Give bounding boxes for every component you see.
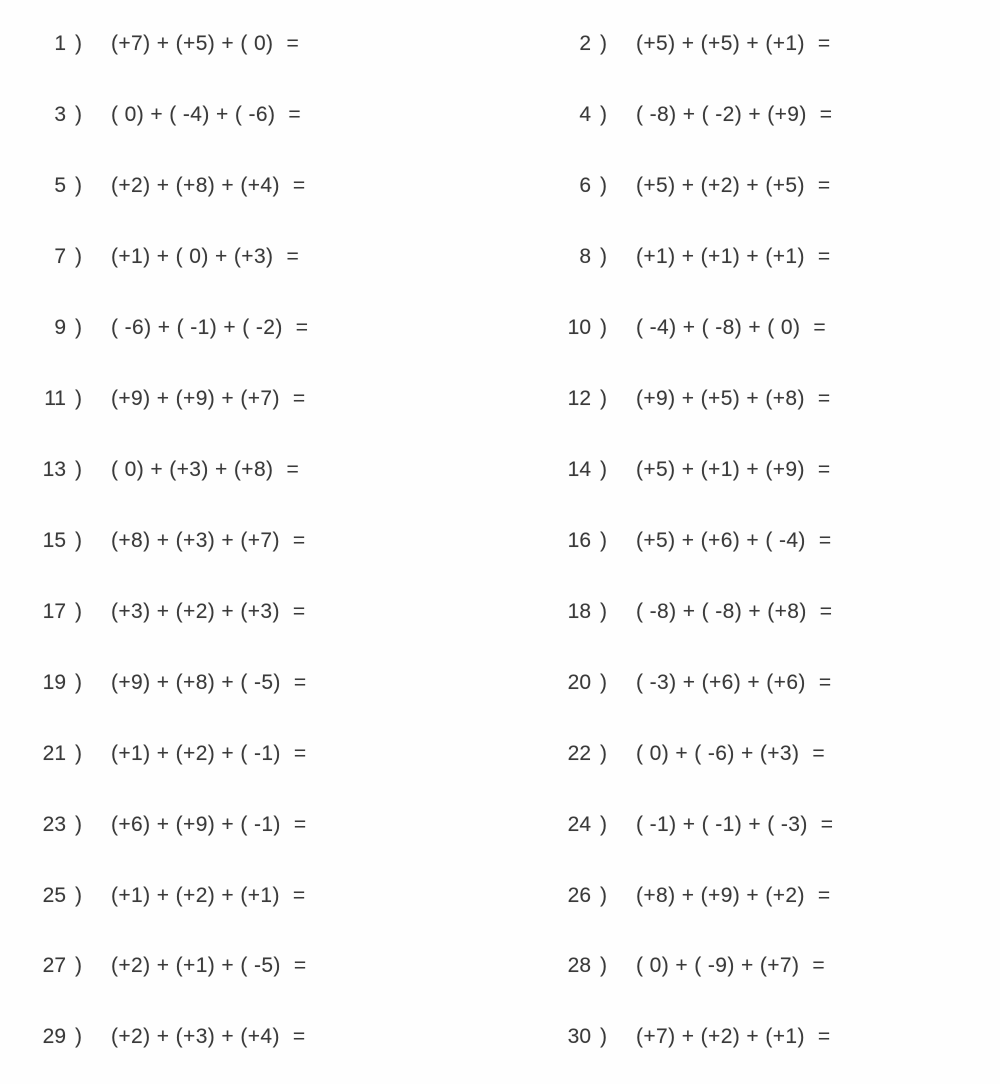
problem-number: 17 <box>42 599 66 623</box>
problem-number: 8 <box>579 245 591 269</box>
problem-number: 23 <box>42 812 66 836</box>
problem-number-paren: ) <box>75 103 82 127</box>
equals-sign: = <box>286 32 299 56</box>
problem-expression: ( -8) + ( -2) + (+9) <box>636 103 807 127</box>
equals-sign: = <box>292 883 306 907</box>
problem-number-paren: ) <box>600 457 607 481</box>
problem-expression: (+5) + (+5) + (+1) <box>636 32 805 56</box>
equals-sign: = <box>817 174 831 198</box>
problem-number-paren: ) <box>75 245 82 269</box>
problem-row <box>26 718 308 789</box>
problem-number: 29 <box>42 1025 66 1049</box>
problem-expression: ( -8) + ( -8) + (+8) <box>636 599 807 623</box>
problem-number: 24 <box>567 812 591 836</box>
equals-sign: = <box>292 174 306 198</box>
equals-sign: = <box>812 741 825 765</box>
problem-row <box>26 9 308 80</box>
problem-row <box>551 435 833 506</box>
problem-expression: (+2) + (+8) + (+4) <box>111 174 280 198</box>
problem-number: 6 <box>579 174 591 198</box>
equals-sign: = <box>817 1025 831 1049</box>
problem-row <box>551 9 833 80</box>
problem-row <box>551 505 833 576</box>
problem-expression: (+8) + (+3) + (+7) <box>111 528 280 552</box>
problem-number-paren: ) <box>75 1025 82 1049</box>
problem-number: 3 <box>54 103 66 127</box>
problem-number: 27 <box>42 954 66 978</box>
problem-number-paren: ) <box>600 883 607 907</box>
problem-expression: ( 0) + (+3) + (+8) <box>111 457 274 481</box>
problem-expression: (+5) + (+1) + (+9) <box>636 457 805 481</box>
equals-sign: = <box>819 103 833 127</box>
problem-row <box>26 435 308 506</box>
problem-expression: (+5) + (+2) + (+5) <box>636 174 805 198</box>
equals-sign: = <box>288 103 301 127</box>
problem-row <box>26 293 308 364</box>
problem-number-paren: ) <box>75 316 82 340</box>
problem-number-paren: ) <box>600 103 607 127</box>
problem-number-paren: ) <box>600 316 607 340</box>
equals-sign: = <box>813 316 826 340</box>
problem-row <box>26 1002 308 1073</box>
equals-sign: = <box>292 528 306 552</box>
problem-number-paren: ) <box>600 387 607 411</box>
problem-row <box>551 931 833 1002</box>
problem-number: 19 <box>42 670 66 694</box>
problem-row <box>26 151 308 222</box>
problem-expression: (+7) + (+2) + (+1) <box>636 1025 805 1049</box>
equals-sign: = <box>292 1025 306 1049</box>
problem-expression: (+1) + (+2) + ( -1) <box>111 741 281 765</box>
problem-expression: (+5) + (+6) + ( -4) <box>636 528 806 552</box>
problem-number: 13 <box>42 457 66 481</box>
problem-number: 5 <box>54 174 66 198</box>
equals-sign: = <box>286 457 299 481</box>
equals-sign: = <box>292 387 306 411</box>
problem-number: 28 <box>567 954 591 978</box>
problem-row <box>551 80 833 151</box>
problem-expression: ( -1) + ( -1) + ( -3) <box>636 812 808 836</box>
problem-number-paren: ) <box>75 32 82 56</box>
problem-number: 25 <box>42 883 66 907</box>
problem-number: 26 <box>567 883 591 907</box>
problem-expression: (+1) + (+1) + (+1) <box>636 245 805 269</box>
problem-number: 11 <box>44 387 66 411</box>
problems-column-right <box>551 9 833 1073</box>
problem-expression: (+8) + (+9) + (+2) <box>636 883 805 907</box>
problem-number-paren: ) <box>600 528 607 552</box>
problems-column-left <box>26 9 308 1073</box>
problem-number: 14 <box>567 457 591 481</box>
problem-row <box>551 576 833 647</box>
problem-number: 22 <box>567 741 591 765</box>
equals-sign: = <box>818 528 832 552</box>
problem-expression: (+1) + (+2) + (+1) <box>111 883 280 907</box>
problem-row <box>26 364 308 435</box>
problem-number-paren: ) <box>600 670 607 694</box>
problem-number-paren: ) <box>75 528 82 552</box>
problem-expression: (+3) + (+2) + (+3) <box>111 599 280 623</box>
problem-expression: (+7) + (+5) + ( 0) <box>111 32 274 56</box>
problem-number: 1 <box>54 32 66 56</box>
equals-sign: = <box>292 599 306 623</box>
problem-number-paren: ) <box>600 1025 607 1049</box>
problem-number-paren: ) <box>75 954 82 978</box>
problem-row <box>26 931 308 1002</box>
equals-sign: = <box>293 670 307 694</box>
problem-number: 21 <box>42 741 66 765</box>
problem-number: 7 <box>54 245 66 269</box>
problem-number-paren: ) <box>75 812 82 836</box>
problem-expression: (+9) + (+8) + ( -5) <box>111 670 281 694</box>
problem-number-paren: ) <box>600 174 607 198</box>
equals-sign: = <box>819 599 833 623</box>
problem-row <box>551 789 833 860</box>
problem-number-paren: ) <box>600 245 607 269</box>
problem-row <box>26 789 308 860</box>
problem-number-paren: ) <box>600 812 607 836</box>
problem-row <box>26 222 308 293</box>
equals-sign: = <box>817 245 831 269</box>
problem-number-paren: ) <box>600 954 607 978</box>
equals-sign: = <box>812 954 825 978</box>
equals-sign: = <box>820 812 834 836</box>
problem-expression: (+2) + (+1) + ( -5) <box>111 954 281 978</box>
problem-number: 9 <box>54 316 66 340</box>
problem-row <box>551 718 833 789</box>
problem-number-paren: ) <box>600 741 607 765</box>
problem-number-paren: ) <box>75 387 82 411</box>
problem-number-paren: ) <box>600 599 607 623</box>
equals-sign: = <box>817 457 831 481</box>
problem-expression: (+1) + ( 0) + (+3) <box>111 245 274 269</box>
problem-expression: ( -6) + ( -1) + ( -2) <box>111 316 283 340</box>
problem-expression: ( 0) + ( -4) + ( -6) <box>111 103 276 127</box>
problem-expression: (+9) + (+9) + (+7) <box>111 387 280 411</box>
problem-number: 15 <box>42 528 66 552</box>
problem-expression: ( -3) + (+6) + (+6) <box>636 670 806 694</box>
problem-number: 20 <box>567 670 591 694</box>
problem-number: 12 <box>567 387 591 411</box>
equals-sign: = <box>293 741 307 765</box>
problem-number-paren: ) <box>75 883 82 907</box>
equals-sign: = <box>293 954 307 978</box>
problem-expression: (+6) + (+9) + ( -1) <box>111 812 281 836</box>
problem-row <box>26 576 308 647</box>
problem-number: 10 <box>567 316 591 340</box>
problem-expression: (+9) + (+5) + (+8) <box>636 387 805 411</box>
equals-sign: = <box>295 316 309 340</box>
problem-number: 30 <box>567 1025 591 1049</box>
equals-sign: = <box>286 245 299 269</box>
problem-number-paren: ) <box>75 174 82 198</box>
equals-sign: = <box>817 387 831 411</box>
problem-row <box>26 860 308 931</box>
problem-number-paren: ) <box>75 599 82 623</box>
equals-sign: = <box>818 670 832 694</box>
problem-row <box>551 293 833 364</box>
problem-expression: ( -4) + ( -8) + ( 0) <box>636 316 801 340</box>
problem-row <box>26 80 308 151</box>
problem-number-paren: ) <box>75 670 82 694</box>
problem-row <box>551 364 833 435</box>
problem-row <box>551 151 833 222</box>
problem-row <box>551 222 833 293</box>
problem-number: 16 <box>567 528 591 552</box>
problem-expression: (+2) + (+3) + (+4) <box>111 1025 280 1049</box>
problem-row <box>551 860 833 931</box>
problem-row <box>26 647 308 718</box>
problem-number-paren: ) <box>75 741 82 765</box>
equals-sign: = <box>817 883 831 907</box>
problem-number-paren: ) <box>75 457 82 481</box>
problem-number: 18 <box>567 599 591 623</box>
problem-expression: ( 0) + ( -6) + (+3) <box>636 741 800 765</box>
equals-sign: = <box>293 812 307 836</box>
problem-expression: ( 0) + ( -9) + (+7) <box>636 954 800 978</box>
problem-row <box>26 505 308 576</box>
problem-number: 4 <box>579 103 591 127</box>
problem-row <box>551 1002 833 1073</box>
problem-number: 2 <box>579 32 591 56</box>
equals-sign: = <box>817 32 831 56</box>
problem-row <box>551 647 833 718</box>
problem-number-paren: ) <box>600 32 607 56</box>
